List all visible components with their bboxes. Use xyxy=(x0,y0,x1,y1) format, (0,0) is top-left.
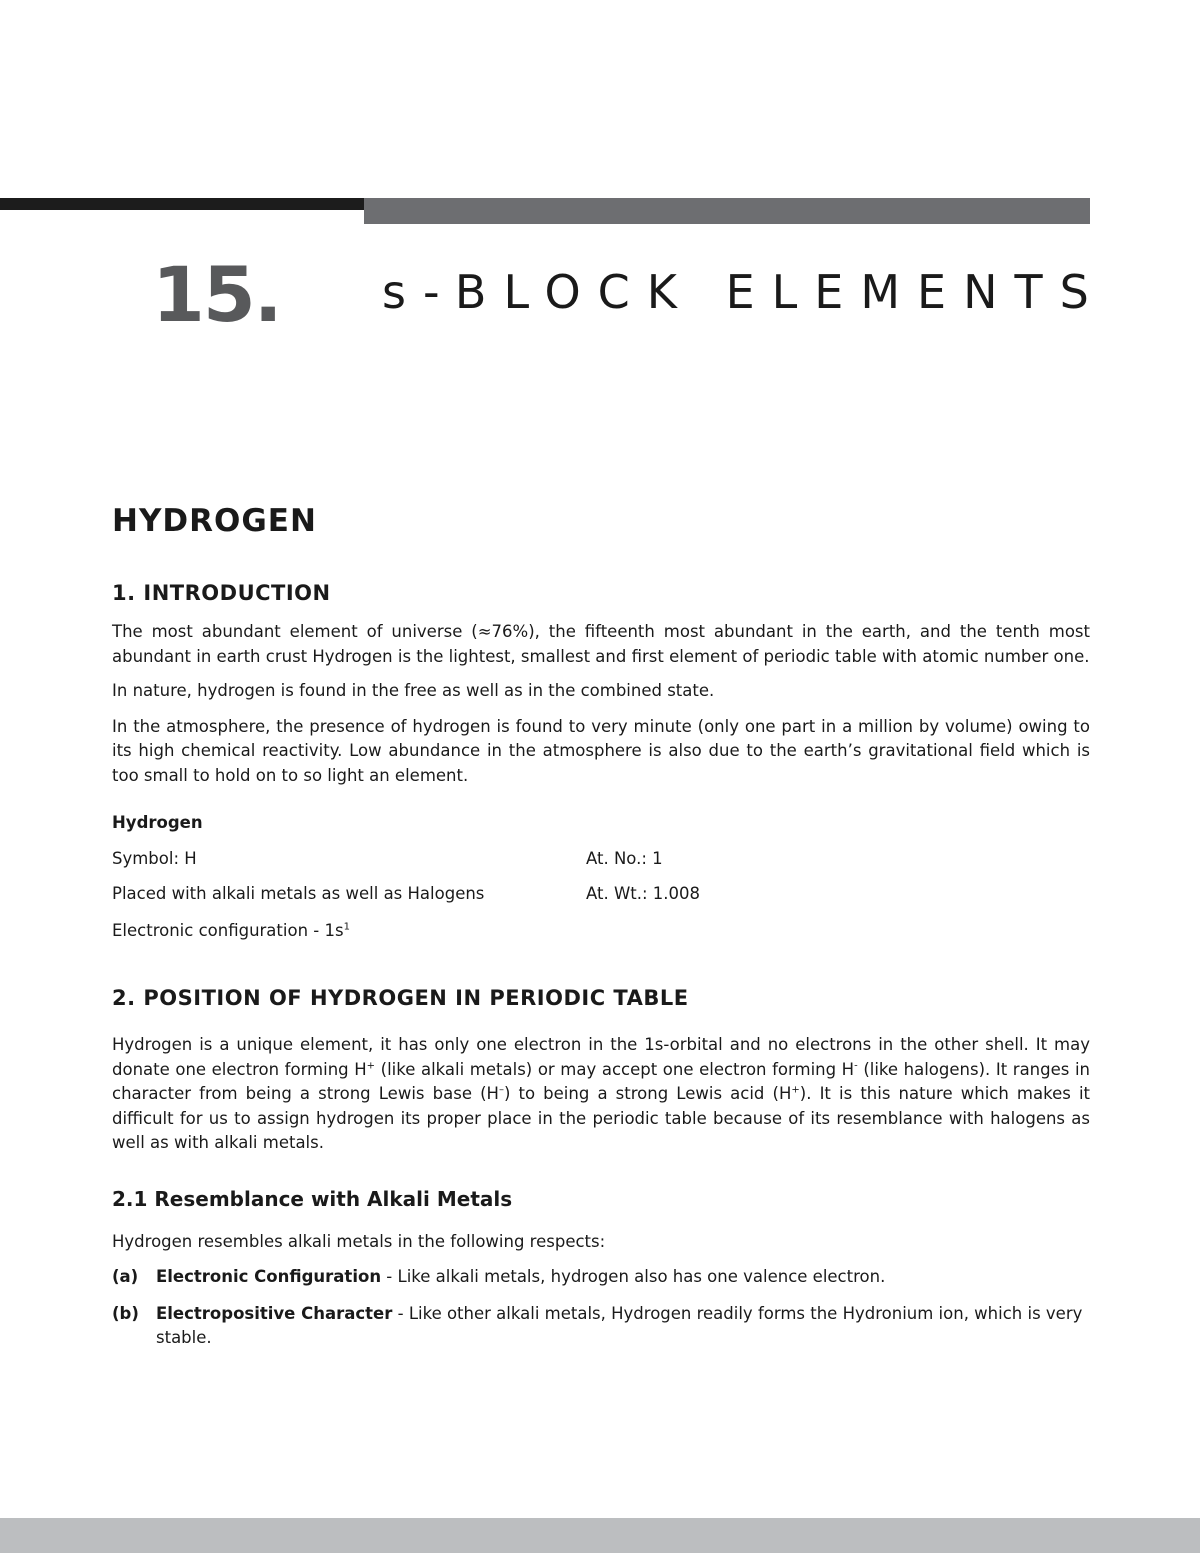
position-text-d: ) to being a strong Lewis acid (H xyxy=(503,1084,792,1103)
facts-grid-row-2 xyxy=(112,882,1090,907)
fact-placement: Placed with alkali metals as well as Halogens xyxy=(112,884,485,903)
list-item xyxy=(112,1302,1090,1351)
chapter-number: 15. xyxy=(152,250,281,339)
list-item-text: - Like other alkali metals, Hydrogen readily forms the Hydronium ion, which is very stable. xyxy=(156,1303,1083,1347)
main-heading: HYDROGEN xyxy=(112,503,317,539)
position-text-a: Hydrogen is a unique element, it has only one electron in the 1s-orbital and no electrons in the other shell. It may donate one electron forming H xyxy=(112,1035,1090,1079)
list-item-text: - Like alkali metals, hydrogen also has one valence electron. xyxy=(381,1267,886,1286)
intro-paragraph-3: In the atmosphere, the presence of hydrogen is found to very minute (only one part in a million by volume) owing to its high chemical reactivity. Low abundance in the atmosphere is also due to the earth’s gravitational field which is too small to hold on to so light an element. xyxy=(112,716,1090,785)
subsection-heading-alkali: 2.1 Resemblance with Alkali Metals xyxy=(112,1186,513,1211)
position-sup-b: - xyxy=(854,1060,858,1071)
fact-config-superscript: 1 xyxy=(343,921,350,932)
fact-config-text: Electronic configuration - 1s xyxy=(112,920,344,940)
position-text-c: (like halogens). It ranges in character from being a strong Lewis base (H xyxy=(112,1059,1090,1103)
list-item xyxy=(112,1265,1090,1290)
position-sup-d: + xyxy=(791,1084,800,1096)
position-text-b: (like alkali metals) or may accept one electron forming H xyxy=(375,1059,855,1079)
alkali-intro: Hydrogen resembles alkali metals in the following respects: xyxy=(112,1231,606,1251)
header-dark-bar xyxy=(0,198,364,210)
fact-atomic-weight: At. Wt.: 1.008 xyxy=(586,884,701,903)
chapter-title: s-BLOCK ELEMENTS xyxy=(382,265,1106,319)
list-item-term: Electropositive Character xyxy=(156,1303,393,1323)
position-text-e: ). It is this nature which makes it difficult for us to assign hydrogen its proper place in the periodic table because of its resemblance with halogens as well as with alkali metals. xyxy=(112,1084,1091,1152)
section-heading-introduction: 1. INTRODUCTION xyxy=(112,581,331,605)
intro-paragraph-2: In nature, hydrogen is found in the free as well as in the combined state. xyxy=(112,681,715,700)
position-sup-a: + xyxy=(366,1060,376,1071)
position-paragraph xyxy=(112,1033,1090,1156)
header-gray-bar xyxy=(364,198,1090,224)
page-content xyxy=(112,498,1090,1351)
list-item-term: Electronic Configuration xyxy=(156,1267,382,1286)
section-heading-position: 2. POSITION OF HYDROGEN IN PERIODIC TABLE xyxy=(112,986,689,1010)
fact-atomic-number: At. No.: 1 xyxy=(586,848,663,868)
footer-bar xyxy=(0,1518,1200,1553)
list-marker: (a) xyxy=(112,1267,139,1286)
fact-symbol: Symbol: H xyxy=(112,848,197,868)
facts-heading: Hydrogen xyxy=(112,813,203,832)
facts-grid xyxy=(112,847,1090,872)
position-sup-c: – xyxy=(498,1084,504,1096)
fact-electronic-configuration xyxy=(112,919,1090,944)
intro-paragraph-1: The most abundant element of universe (≈76%), the fifteenth most abundant in the earth, and the tenth most abundant in earth crust Hydrogen is the lightest, smallest and first element of periodic table with atomic number one. xyxy=(112,622,1090,666)
list-item-body xyxy=(156,1265,1090,1290)
list-marker: (b) xyxy=(112,1303,139,1323)
list-item-body xyxy=(156,1302,1090,1351)
